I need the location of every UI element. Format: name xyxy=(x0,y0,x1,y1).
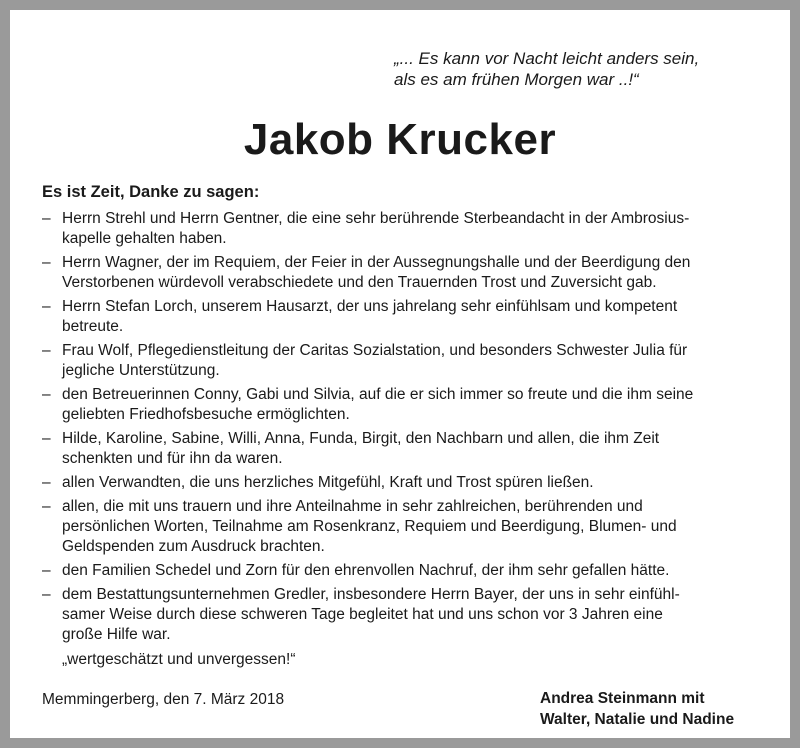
list-dash: – xyxy=(42,386,51,403)
list-item-line: betreute. xyxy=(62,318,124,335)
list-item-line: Geldspenden zum Ausdruck brachten. xyxy=(62,538,325,555)
list-item xyxy=(42,561,772,581)
list-item-line: geliebten Friedhofsbesuche ermöglichten. xyxy=(62,406,350,423)
list-item xyxy=(42,209,772,249)
list-item xyxy=(42,297,772,337)
list-dash: – xyxy=(42,474,51,491)
signature-line: Andrea Steinmann mit xyxy=(540,690,705,707)
thanks-list xyxy=(42,209,772,649)
list-item-line: Herrn Wagner, der im Requiem, der Feier in der Aussegnungshalle und der Beerdigung den xyxy=(62,254,691,271)
list-item xyxy=(42,473,772,493)
list-item xyxy=(42,341,772,381)
place-date: Memmingerberg, den 7. März 2018 xyxy=(42,691,285,708)
thanks-heading: Es ist Zeit, Danke zu sagen: xyxy=(42,183,260,201)
list-item-line: dem Bestattungsunternehmen Gredler, insbesondere Herrn Bayer, der uns in sehr einfühl- xyxy=(62,586,680,603)
list-dash: – xyxy=(42,342,51,359)
motto-line: „... Es kann vor Nacht leicht anders sein, xyxy=(394,49,700,68)
list-item-line: große Hilfe war. xyxy=(62,626,171,643)
list-item-line: Hilde, Karoline, Sabine, Willi, Anna, Funda, Birgit, den Nachbarn und allen, die ihm Zeit xyxy=(62,430,660,447)
list-item-line: den Betreuerinnen Conny, Gabi und Silvia, auf die er sich immer so freute und die ihm seine xyxy=(62,386,694,403)
list-item-line: persönlichen Worten, Teilnahme am Rosenkranz, Requiem und Beerdigung, Blumen- und xyxy=(62,518,677,535)
signature xyxy=(540,688,734,730)
list-dash: – xyxy=(42,562,51,579)
signature-line: Walter, Natalie und Nadine xyxy=(540,711,735,728)
closing-quote: „wertgeschätzt und unvergessen!“ xyxy=(62,651,296,668)
list-dash: – xyxy=(42,586,51,603)
list-item xyxy=(42,385,772,425)
list-dash: – xyxy=(42,210,51,227)
list-item-line: allen Verwandten, die uns herzliches Mitgefühl, Kraft und Trost spüren ließen. xyxy=(62,474,594,491)
list-item-line: kapelle gehalten haben. xyxy=(62,230,227,247)
list-item-line: schenkten und für ihn da waren. xyxy=(62,450,283,467)
list-item-line: jegliche Unterstützung. xyxy=(62,362,220,379)
list-item-line: Herrn Stefan Lorch, unserem Hausarzt, der uns jahrelang sehr einfühlsam und kompetent xyxy=(62,298,678,315)
list-item-line: den Familien Schedel und Zorn für den ehrenvollen Nachruf, der ihm sehr gefallen hätte. xyxy=(62,562,670,579)
list-dash: – xyxy=(42,498,51,515)
motto-line: als es am frühen Morgen war ..!“ xyxy=(394,70,639,89)
list-dash: – xyxy=(42,298,51,315)
deceased-name: Jakob Krucker xyxy=(243,115,557,164)
list-item xyxy=(42,497,772,557)
list-item-line: Verstorbenen würdevoll verabschiedete und den Trauernden Trost und Zuversicht gab. xyxy=(62,274,657,291)
list-dash: – xyxy=(42,430,51,447)
list-item xyxy=(42,253,772,293)
motto-quote xyxy=(394,48,754,90)
list-item-line: Herrn Strehl und Herrn Gentner, die eine sehr berührende Sterbeandacht in der Ambrosius- xyxy=(62,210,690,227)
list-item xyxy=(42,585,772,645)
list-dash: – xyxy=(42,254,51,271)
list-item xyxy=(42,429,772,469)
list-item-line: Frau Wolf, Pflegedienstleitung der Caritas Sozialstation, und besonders Schwester Julia für xyxy=(62,342,688,359)
list-item-line: samer Weise durch diese schweren Tage begleitet hat und uns schon vor 3 Jahren eine xyxy=(62,606,663,623)
list-item-line: allen, die mit uns trauern und ihre Anteilnahme in sehr zahlreichen, berührenden und xyxy=(62,498,643,515)
